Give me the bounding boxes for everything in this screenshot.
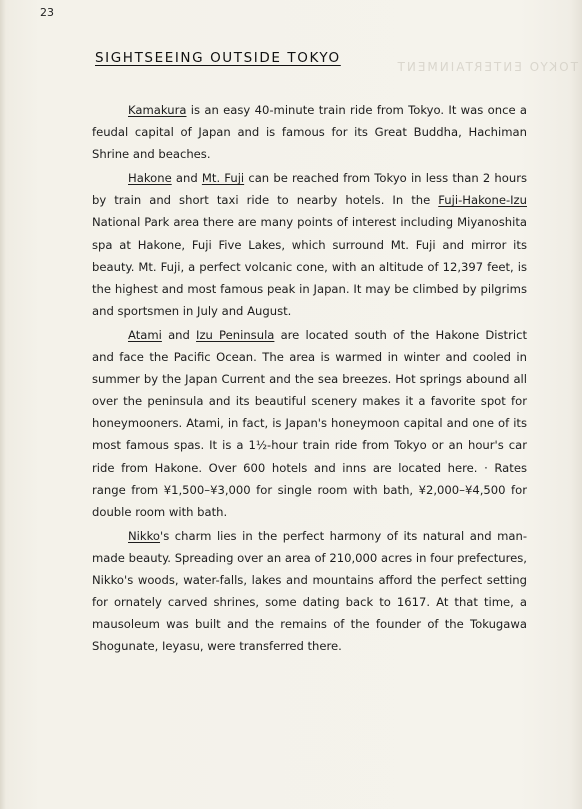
place-name: Kamakura (128, 103, 187, 117)
paragraph-text: 's charm lies in the perfect harmony of its natural and man-made beauty. Spreading over an area of 210,000 acres in four prefectures, Nikko's woods, water-falls, lakes and mountains afford the perfect setting for ornately carved shrines, some dating back to 1617. At that time, a mausoleum was built and the remains of the founder of the Tokugawa Shogunate, Ieyasu, were transferred there. (92, 528, 527, 654)
paragraph-text: and (161, 327, 197, 342)
paragraph-text: are located south of the Hakone District and face the Pacific Ocean. The area is warmed in winter and cooled in summer by the Japan Current and the sea breezes. Hot springs abound all over the peninsula and its beautiful scenery makes it a favorite spot for honeymooners. Atami, in fact, is Japan's honeymoon capital and one of its most famous spas. It is a 1½-hour train ride from Tokyo or an hour's car ride from Hakone. Over 600 hotels and inns are located here. · Rates range from ¥1,500–¥3,000 for single room with bath, ¥2,000–¥4,500 for double room with bath. (92, 327, 528, 519)
place-name: Hakone (128, 171, 172, 186)
paragraph-kamakura (92, 99, 527, 165)
place-name: Izu Peninsula (196, 327, 275, 342)
paragraph-text: is an easy 40-minute train ride from Tokyo. It was once a feudal capital of Japan and is famous for its Great Buddha, Hachiman Shrine and beaches. (92, 103, 527, 162)
page-number: 23 (40, 6, 54, 19)
place-name: Mt. Fuji (201, 171, 245, 186)
place-name: Atami (128, 327, 162, 342)
paragraph-nikko (92, 525, 527, 658)
paragraph-atami-izu (92, 324, 527, 523)
paragraph-text: National Park area there are many points of interest including Miyanoshita spa at Hakone, Fuji Five Lakes, which surround Mt. Fuji and mirror its beauty. Mt. Fuji, a perfect volcanic cone, with an altitude of 12,397 feet, is the highest and most famous peak in Japan. It may be climbed by pilgrims and sportsmen in July and August. (92, 215, 527, 318)
paragraph-text: can be reached from Tokyo in less than 2 hours by train and short taxi ride to nearby hotels. In the (92, 171, 528, 208)
bleed-through-text: TOKYO ENTERTAINMENT (395, 60, 578, 74)
paragraph-hakone-fuji (92, 167, 527, 322)
place-name: Fuji-Hakone-Izu (438, 193, 527, 208)
paragraph-text: and (171, 171, 202, 186)
page-title: SIGHTSEEING OUTSIDE TOKYO (95, 50, 341, 66)
article-body (92, 99, 527, 659)
place-name: Nikko (128, 528, 161, 543)
